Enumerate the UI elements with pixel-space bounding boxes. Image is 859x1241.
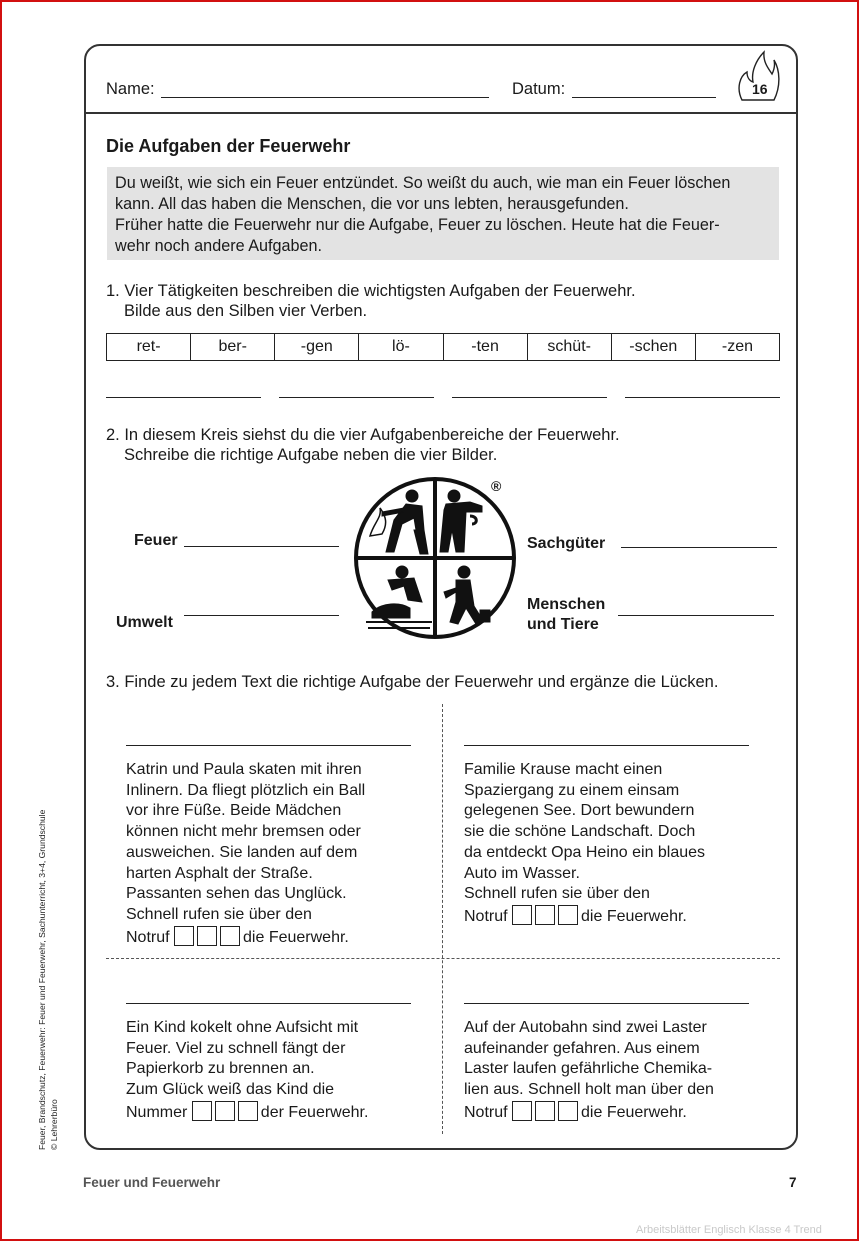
story-line: Zum Glück weiß das Kind die <box>126 1081 335 1099</box>
digit-box[interactable] <box>558 905 578 925</box>
verb-answer-line[interactable] <box>625 397 780 398</box>
task2-instruction: 2. In diesem Kreis siehst du die vier Aufgabenbereiche der Feuerwehr. <box>106 426 620 444</box>
story-text <box>464 1018 714 1124</box>
task1-instruction-2: Bilde aus den Silben vier Verben. <box>124 302 368 320</box>
flame-icon <box>734 48 782 106</box>
number-suffix: der Feuerwehr. <box>260 1103 369 1121</box>
intro-line: Du weißt, wie sich ein Feuer entzündet. So weißt du auch, wie man ein Feuer löschen <box>115 174 731 192</box>
digit-box[interactable] <box>215 1101 235 1121</box>
number-line <box>464 905 705 928</box>
fire-department-emblem <box>352 472 520 642</box>
umwelt-answer-line[interactable] <box>184 615 339 616</box>
footer-title: Feuer und Feuerwehr <box>83 1175 221 1190</box>
story-line: sie die schöne Landschaft. Doch <box>464 823 696 841</box>
syllable-cell: ber- <box>191 334 275 360</box>
number-prefix: Notruf <box>464 907 508 925</box>
date-label: Datum: <box>512 80 566 98</box>
story-line: Katrin und Paula skaten mit ihren <box>126 761 362 778</box>
story-line: vor ihre Füße. Beide Mädchen <box>126 802 342 820</box>
story-line: harten Asphalt der Straße. <box>126 864 313 882</box>
digit-box[interactable] <box>512 905 532 925</box>
story-line: aufeinander gefahren. Aus einem <box>464 1039 700 1057</box>
horizontal-dashed-divider <box>106 958 780 959</box>
digit-box[interactable] <box>238 1101 258 1121</box>
label-umwelt: Umwelt <box>116 614 173 631</box>
task2-instruction-2: Schreibe die richtige Aufgabe neben die vier Bilder. <box>124 446 498 464</box>
number-prefix: Notruf <box>464 1103 508 1121</box>
number-suffix: die Feuerwehr. <box>581 907 687 925</box>
sachgueter-answer-line[interactable] <box>621 547 777 548</box>
story-line: Feuer. Viel zu schnell fängt der <box>126 1039 346 1057</box>
number-line <box>126 926 365 949</box>
number-line <box>126 1101 368 1124</box>
number-suffix: die Feuerwehr. <box>243 928 349 946</box>
vertical-dashed-divider <box>442 704 443 1134</box>
page-badge: 16 <box>752 81 768 97</box>
story-line: gelegenen See. Dort bewundern <box>464 802 695 820</box>
digit-box[interactable] <box>512 1101 532 1121</box>
verb-answer-line[interactable] <box>106 397 261 398</box>
digit-box[interactable] <box>535 1101 555 1121</box>
syllable-cell: -gen <box>275 334 359 360</box>
date-input-line[interactable] <box>572 97 716 98</box>
story-line: können nicht mehr bremsen oder <box>126 823 361 841</box>
syllable-cell: schüt- <box>528 334 612 360</box>
story-line: Inlinern. Da fliegt plötzlich ein Ball <box>126 781 366 799</box>
label-menschen: Menschen <box>527 596 606 613</box>
story-answer-line[interactable] <box>126 745 411 746</box>
digit-box[interactable] <box>174 926 194 946</box>
side-credit-line: © Lehrerbüro <box>49 1099 59 1150</box>
registered-mark: ® <box>491 478 502 494</box>
verb-answer-line[interactable] <box>279 397 434 398</box>
story-line: Passanten sehen das Unglück. <box>126 885 347 903</box>
syllable-cell: -schen <box>612 334 696 360</box>
story-line: ausweichen. Sie landen auf dem <box>126 843 358 861</box>
intro-box <box>107 167 779 260</box>
number-prefix: Notruf <box>126 928 170 946</box>
story-line: Ein Kind kokelt ohne Aufsicht mit <box>126 1019 359 1036</box>
syllable-cell: -zen <box>721 338 753 355</box>
number-line <box>464 1101 714 1124</box>
story-line: Spaziergang zu einem einsam <box>464 781 680 799</box>
task3-instruction: 3. Finde zu jedem Text die richtige Aufgabe der Feuerwehr und ergänze die Lücken. <box>106 673 719 691</box>
task1-instruction: 1. Vier Tätigkeiten beschreiben die wichtigsten Aufgaben der Feuerwehr. <box>106 282 636 300</box>
syllable-cell: ret- <box>107 334 191 360</box>
intro-line: kann. All das haben die Menschen, die vor uns lebten, herausgefunden. <box>115 195 629 213</box>
feuer-answer-line[interactable] <box>184 546 339 547</box>
story-line: lien aus. Schnell holt man über den <box>464 1081 714 1099</box>
number-suffix: die Feuerwehr. <box>581 1103 687 1121</box>
digit-box[interactable] <box>558 1101 578 1121</box>
story-line: Auf der Autobahn sind zwei Laster <box>464 1019 707 1036</box>
story-line: Laster laufen gefährliche Chemika- <box>464 1060 713 1078</box>
digit-box[interactable] <box>535 905 555 925</box>
story-line: Familie Krause macht einen <box>464 761 663 778</box>
syllable-cell: lö- <box>359 334 443 360</box>
name-input-line[interactable] <box>161 97 489 98</box>
label-sachgueter: Sachgüter <box>527 535 606 552</box>
story-text <box>126 760 365 948</box>
story-answer-line[interactable] <box>464 745 749 746</box>
intro-line: Früher hatte die Feuerwehr nur die Aufgabe, Feuer zu löschen. Heute hat die Feuer- <box>115 216 720 234</box>
menschen-answer-line[interactable] <box>618 615 774 616</box>
footer-page-number: 7 <box>789 1175 797 1190</box>
side-credit <box>36 810 60 1150</box>
story-answer-line[interactable] <box>126 1003 411 1004</box>
story-line: da entdeckt Opa Heino ein blaues <box>464 843 706 861</box>
number-prefix: Nummer <box>126 1103 188 1121</box>
syllable-table <box>106 333 780 361</box>
story-line: Schnell rufen sie über den <box>464 885 650 903</box>
story-text <box>464 760 705 928</box>
digit-box[interactable] <box>220 926 240 946</box>
name-label: Name: <box>106 80 155 98</box>
label-feuer: Feuer <box>134 532 178 549</box>
story-line: Auto im Wasser. <box>464 864 580 882</box>
digit-box[interactable] <box>197 926 217 946</box>
page-title: Die Aufgaben der Feuerwehr <box>106 136 351 156</box>
story-answer-line[interactable] <box>464 1003 749 1004</box>
header-divider <box>86 112 798 114</box>
syllable-cell: -ten <box>444 334 528 360</box>
label-und-tiere: und Tiere <box>527 616 599 633</box>
verb-answer-line[interactable] <box>452 397 607 398</box>
side-credit-line: Feuer, Brandschutz, Feuerwehr: Feuer und Feuerwehr, Sachunterricht, 3+4, Grundschule <box>37 809 47 1150</box>
intro-line: wehr noch andere Aufgaben. <box>115 237 322 255</box>
watermark: Arbeitsblätter Englisch Klasse 4 Trend <box>636 1224 822 1236</box>
story-line: Schnell rufen sie über den <box>126 905 312 923</box>
story-text <box>126 1018 368 1124</box>
story-line: Papierkorb zu brennen an. <box>126 1060 315 1078</box>
digit-box[interactable] <box>192 1101 212 1121</box>
